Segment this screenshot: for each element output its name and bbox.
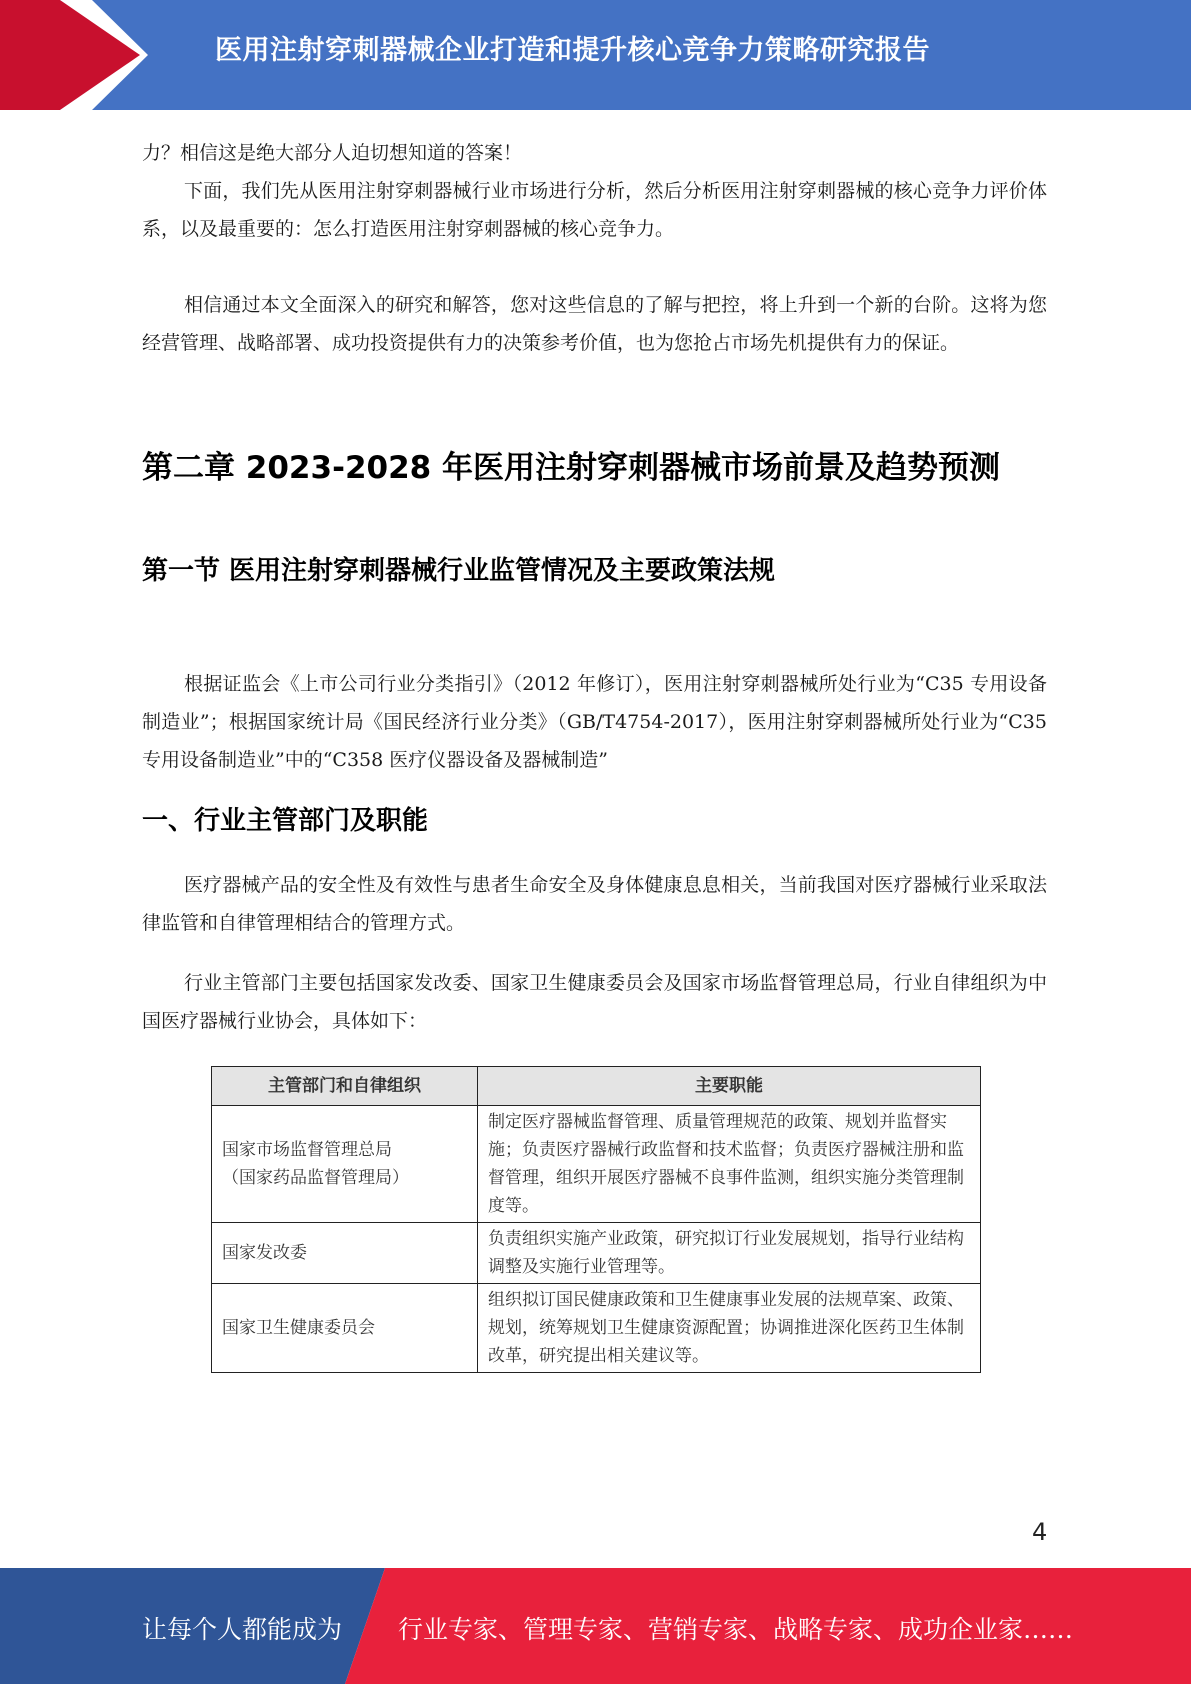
- dept-name-alt: （国家药品监督管理局）: [222, 1168, 409, 1188]
- table-header-row: [212, 1067, 981, 1106]
- table-header-dept: 主管部门和自律组织: [212, 1067, 478, 1106]
- report-title: 医用注射穿刺器械企业打造和提升核心竞争力策略研究报告: [215, 35, 930, 66]
- table-row: [212, 1106, 981, 1223]
- table-cell-dept: [212, 1223, 478, 1284]
- chapter-title: 第二章 2023-2028 年医用注射穿刺器械市场前景及趋势预测: [142, 450, 1001, 486]
- paragraph-regulation: 医疗器械产品的安全性及有效性与患者生命安全及身体健康息息相关，当前我国对医疗器械行业采取法律监管和自律管理相结合的管理方式。: [142, 874, 1047, 934]
- page-footer: [0, 1568, 1191, 1684]
- page-header: [0, 0, 1191, 110]
- table-row: [212, 1223, 981, 1284]
- subheading-authorities: 一、行业主管部门及职能: [142, 806, 429, 836]
- table-cell-duty: 组织拟订国民健康政策和卫生健康事业发展的法规草案、政策、规划，统筹规划卫生健康资源配置；协调推进深化医药卫生体制改革，研究提出相关建议等。: [478, 1284, 981, 1373]
- paragraph-value: 相信通过本文全面深入的研究和解答，您对这些信息的了解与把控，将上升到一个新的台阶。这将为您经营管理、战略部署、成功投资提供有力的决策参考价值，也为您抢占市场先机提供有力的保证。: [142, 294, 1047, 354]
- authorities-table: [211, 1066, 981, 1373]
- table-row: [212, 1284, 981, 1373]
- paragraph-outline: 下面，我们先从医用注射穿刺器械行业市场进行分析，然后分析医用注射穿刺器械的核心竞争力评价体系，以及最重要的：怎么打造医用注射穿刺器械的核心竞争力。: [142, 180, 1047, 240]
- table-header-duty: 主要职能: [478, 1067, 981, 1106]
- dept-name: 国家市场监督管理总局: [222, 1140, 392, 1160]
- section-title: 第一节 医用注射穿刺器械行业监管情况及主要政策法规: [142, 556, 776, 586]
- table-cell-duty: 负责组织实施产业政策，研究拟订行业发展规划，指导行业结构调整及实施行业管理等。: [478, 1223, 981, 1284]
- table-cell-dept: [212, 1106, 478, 1223]
- paragraph-intro: 力？相信这是绝大部分人迫切想知道的答案！: [142, 142, 523, 164]
- paragraph-classification: 根据证监会《上市公司行业分类指引》（2012 年修订），医用注射穿刺器械所处行业为“C35 专用设备制造业”；根据国家统计局《国民经济行业分类》（GB/T4754-2017），医用注射穿刺器械所处行业为“C35 专用设备制造业”中的“C358 医疗仪器设备及器械制造”: [142, 673, 1047, 771]
- page-number: 4: [1032, 1518, 1048, 1546]
- footer-slogan-left: 让每个人都能成为: [142, 1615, 343, 1644]
- paragraph-authorities: 行业主管部门主要包括国家发改委、国家卫生健康委员会及国家市场监督管理总局，行业自律组织为中国医疗器械行业协会，具体如下：: [142, 972, 1047, 1032]
- table-cell-dept: [212, 1284, 478, 1373]
- footer-slogan-right: 行业专家、管理专家、营销专家、战略专家、成功企业家……: [398, 1615, 1074, 1644]
- dept-name: 国家发改委: [222, 1243, 307, 1263]
- table-cell-duty: 制定医疗器械监督管理、质量管理规范的政策、规划并监督实施；负责医疗器械行政监督和技术监督；负责医疗器械注册和监督管理，组织开展医疗器械不良事件监测，组织实施分类管理制度等。: [478, 1106, 981, 1223]
- dept-name: 国家卫生健康委员会: [222, 1318, 375, 1338]
